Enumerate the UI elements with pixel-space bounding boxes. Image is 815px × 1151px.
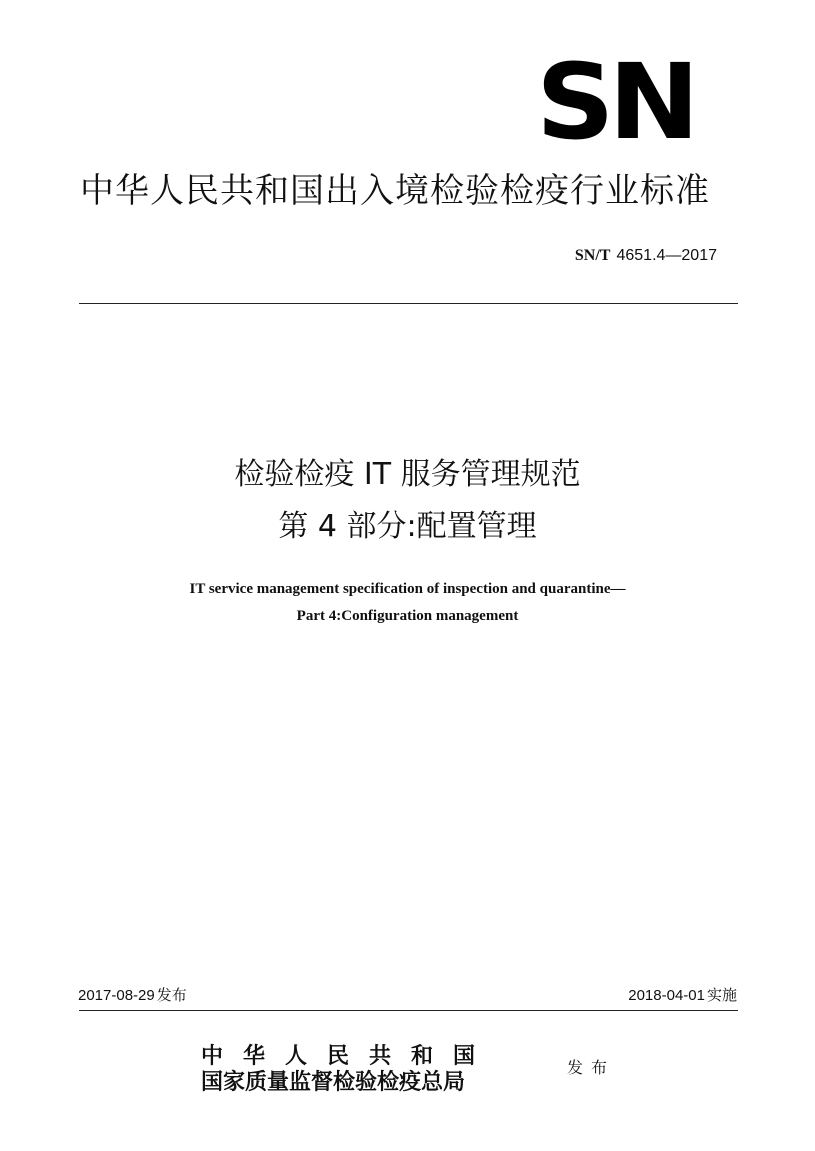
industry-standard-title: 中华人民共和国出入境检验检疫行业标准: [80, 171, 710, 211]
chinese-title-line2: 第 4 部分:配置管理: [278, 509, 537, 544]
publisher-line1: 中华人民共和国: [201, 1043, 496, 1069]
bottom-divider: [79, 1010, 738, 1011]
implementation-date-label: 实施: [706, 986, 737, 1004]
standard-prefix: SN/T: [574, 247, 611, 264]
chinese-title-line1: 检验检疫 IT 服务管理规范: [234, 457, 581, 492]
issue-date-value: 2017-08-29: [78, 987, 155, 1004]
issue-date: [78, 984, 187, 1007]
issue-date-label: 发布: [156, 986, 187, 1004]
standard-code: 4651.4—2017: [616, 247, 717, 264]
publisher-line2: 国家质量监督检验检疫总局: [201, 1069, 466, 1095]
top-divider: [79, 303, 738, 304]
english-title-line2: Part 4:Configuration management: [296, 608, 519, 624]
english-title-line1: IT service management specification of inspection and quarantine—: [189, 581, 626, 597]
sn-logo: SN: [536, 41, 694, 163]
implementation-date: [628, 984, 737, 1007]
implementation-date-value: 2018-04-01: [628, 987, 705, 1004]
standard-number: [575, 244, 717, 267]
publish-label: 发布: [567, 1058, 616, 1077]
publisher-block: [201, 1043, 495, 1095]
